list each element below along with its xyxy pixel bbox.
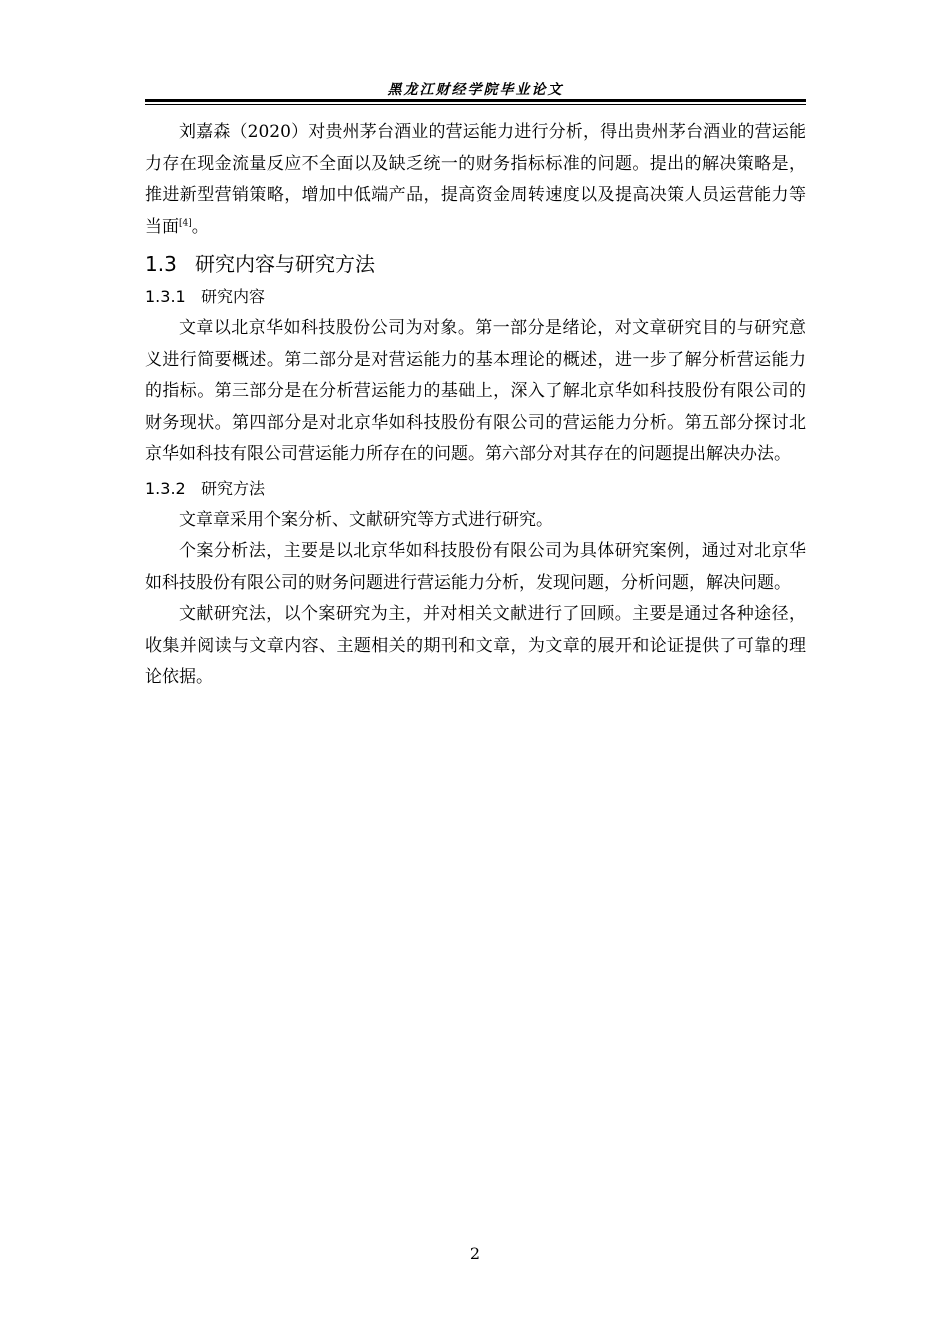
method-paragraph-2: 个案分析法，主要是以北京华如科技股份有限公司为具体研究案例，通过对北京华如科技股份有限公司的财务问题进行营运能力分析，发现问题，分析问题，解决问题。	[145, 541, 806, 593]
page-content	[145, 117, 806, 694]
subsection-heading-1	[145, 283, 806, 311]
subsection-number-1: 1.3.1	[145, 287, 186, 306]
header-rule-thin	[145, 104, 806, 105]
section-heading	[145, 249, 806, 279]
intro-paragraph-text: 刘嘉森（2020）对贵州茅台酒业的营运能力进行分析，得出贵州茅台酒业的营运能力存在现金流量反应不全面以及缺乏统一的财务指标标准的问题。提出的解决策略是，推进新型营销策略，增加中低端产品，提高资金周转速度以及提高决策人员运营能力等当面	[145, 122, 806, 237]
research-content-paragraph: 文章以北京华如科技股份公司为对象。第一部分是绪论，对文章研究目的与研究意义进行简要概述。第二部分是对营运能力的基本理论的概述，进一步了解分析营运能力的指标。第三部分是在分析营运能力的基础上，深入了解北京华如科技股份有限公司的财务现状。第四部分是对北京华如科技股份有限公司的营运能力分析。第五部分探讨北京华如科技有限公司营运能力所存在的问题。第六部分对其存在的问题提出解决办法。	[145, 318, 806, 464]
section-number: 1.3	[145, 252, 177, 276]
intro-paragraph	[145, 117, 806, 243]
method-paragraph-1: 文章章采用个案分析、文献研究等方式进行研究。	[179, 509, 553, 530]
method-paragraph-3: 文献研究法，以个案研究为主，并对相关文献进行了回顾。主要是通过各种途径，收集并阅读与文章内容、主题相关的期刊和文章，为文章的展开和论证提供了可靠的理论依据。	[145, 604, 806, 687]
page-number: 2	[469, 1244, 481, 1263]
subsection-number-2: 1.3.2	[145, 478, 186, 498]
subsection-heading-2	[145, 475, 806, 503]
running-header: 黑龙江财经学院毕业论文	[387, 82, 564, 98]
header-rule-thick	[145, 99, 806, 102]
section-title: 研究内容与研究方法	[195, 252, 375, 276]
citation-marker: [4]	[179, 217, 192, 228]
subsection-title-2: 研究方法	[201, 478, 266, 498]
intro-paragraph-end: 。	[191, 216, 209, 237]
subsection-title-1: 研究内容	[201, 287, 266, 306]
